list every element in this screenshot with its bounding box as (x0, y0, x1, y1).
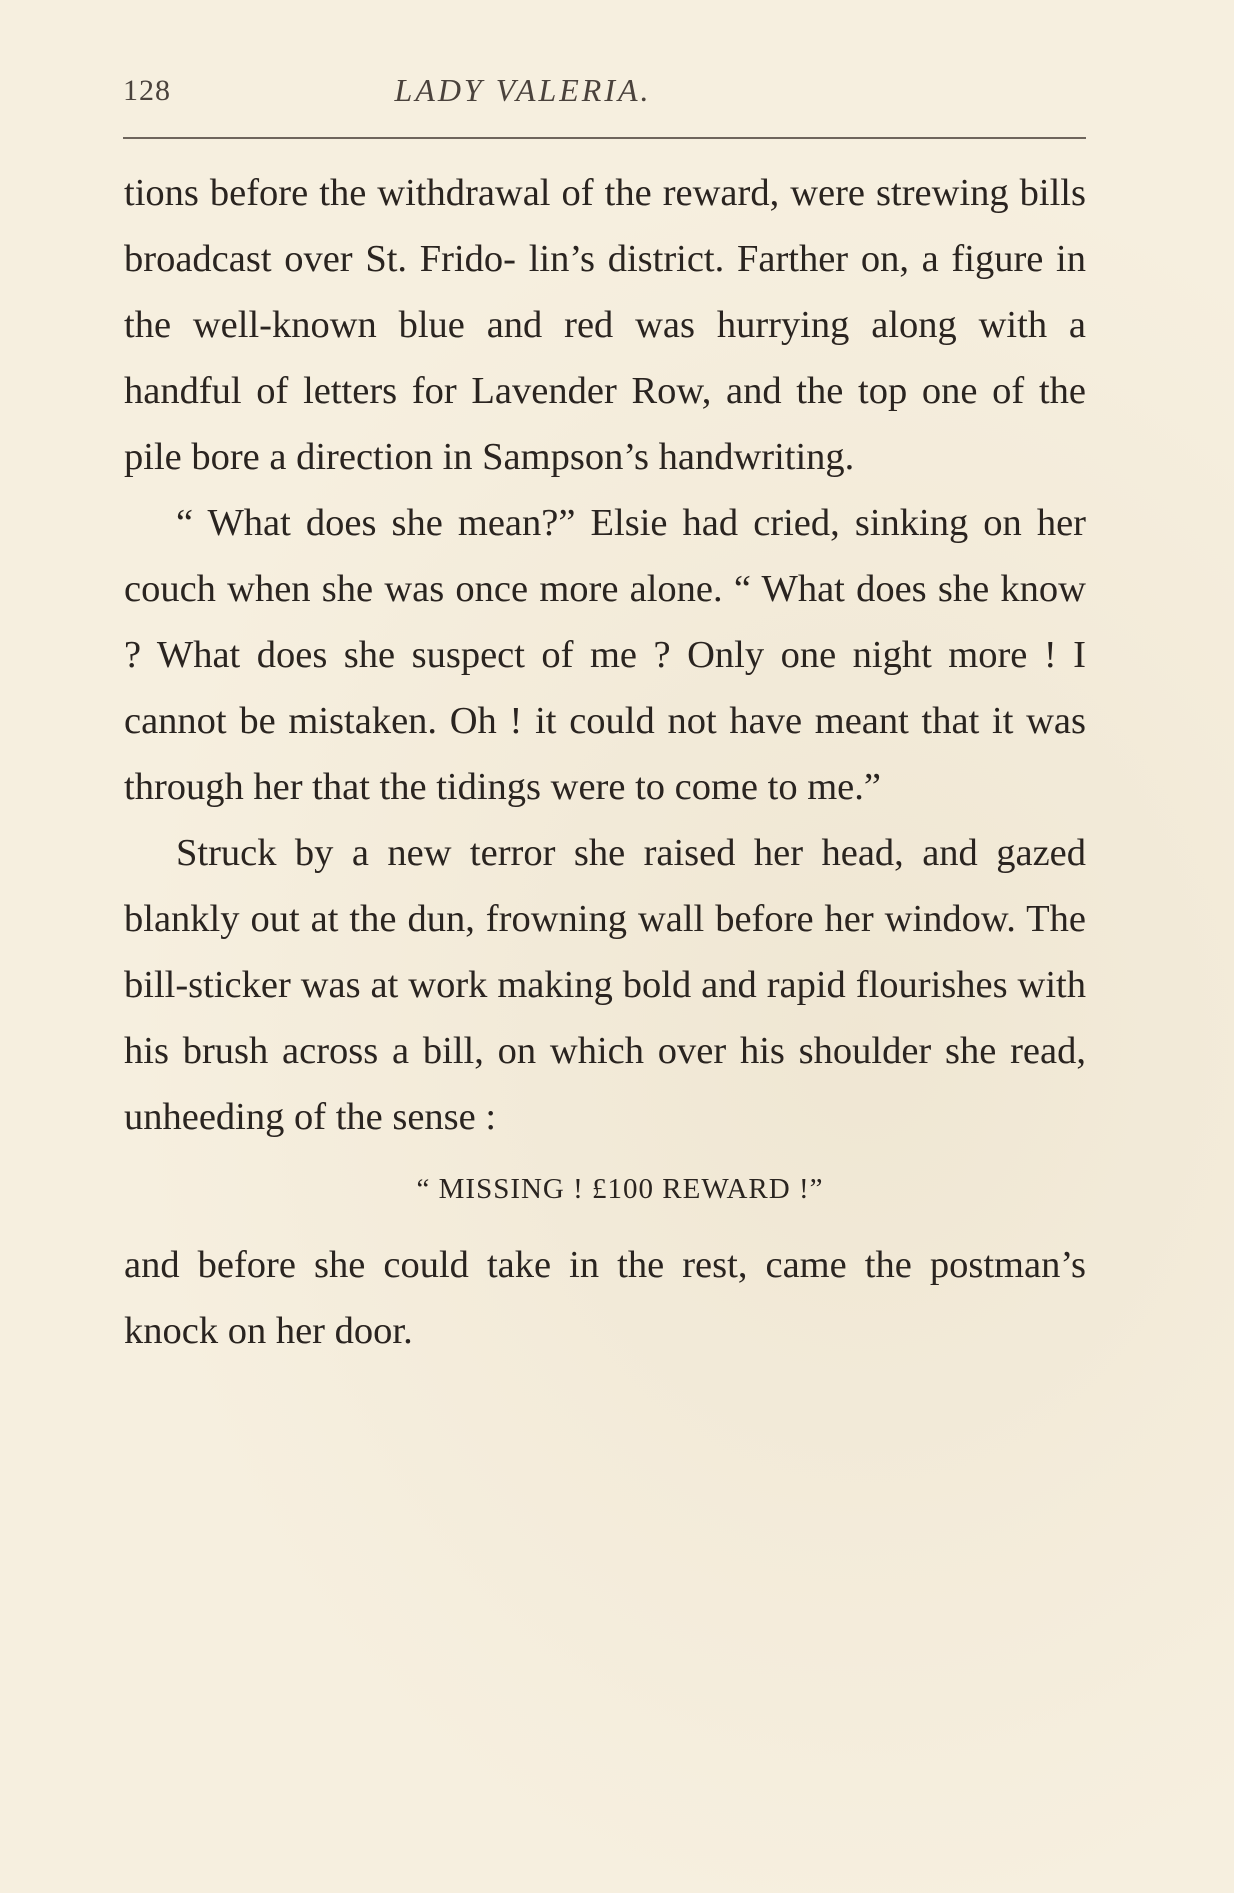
paragraph-3: Struck by a new terror she raised her head, and gazed blankly out at the dun, frowning wall before her window. The bill-sticker was at work making bold and rapid flourishes with his brush across a bill, on which over his shoulder she read, unheeding of the sense : (124, 832, 1086, 1138)
page-header (123, 72, 1086, 122)
page-number: 128 (123, 74, 171, 107)
paragraph-2: “ What does she mean?” Elsie had cried, sinking on her couch when she was once more alone. “ What does she know ? What does she suspect of me ? Only one night more ! I cannot be mistaken. Oh ! it could not have meant that it was through her that the tidings were to come to me.” (124, 502, 1086, 808)
reward-notice: “ MISSING ! £100 REWARD !” (416, 1173, 824, 1205)
body-text (124, 160, 1086, 1364)
running-title: LADY VALERIA. (394, 72, 652, 108)
header-rule (123, 137, 1086, 139)
paragraph-4: and before she could take in the rest, came the postman’s knock on her door. (124, 1244, 1086, 1352)
paragraph-1: tions before the withdrawal of the reward, were strewing bills broadcast over St. Frido- lin’s district. Farther on, a figure in the well-known blue and red was hurrying along with a handful of letters for Lavender Row, and the top one of the pile bore a direction in Sampson’s handwriting. (124, 172, 1086, 478)
